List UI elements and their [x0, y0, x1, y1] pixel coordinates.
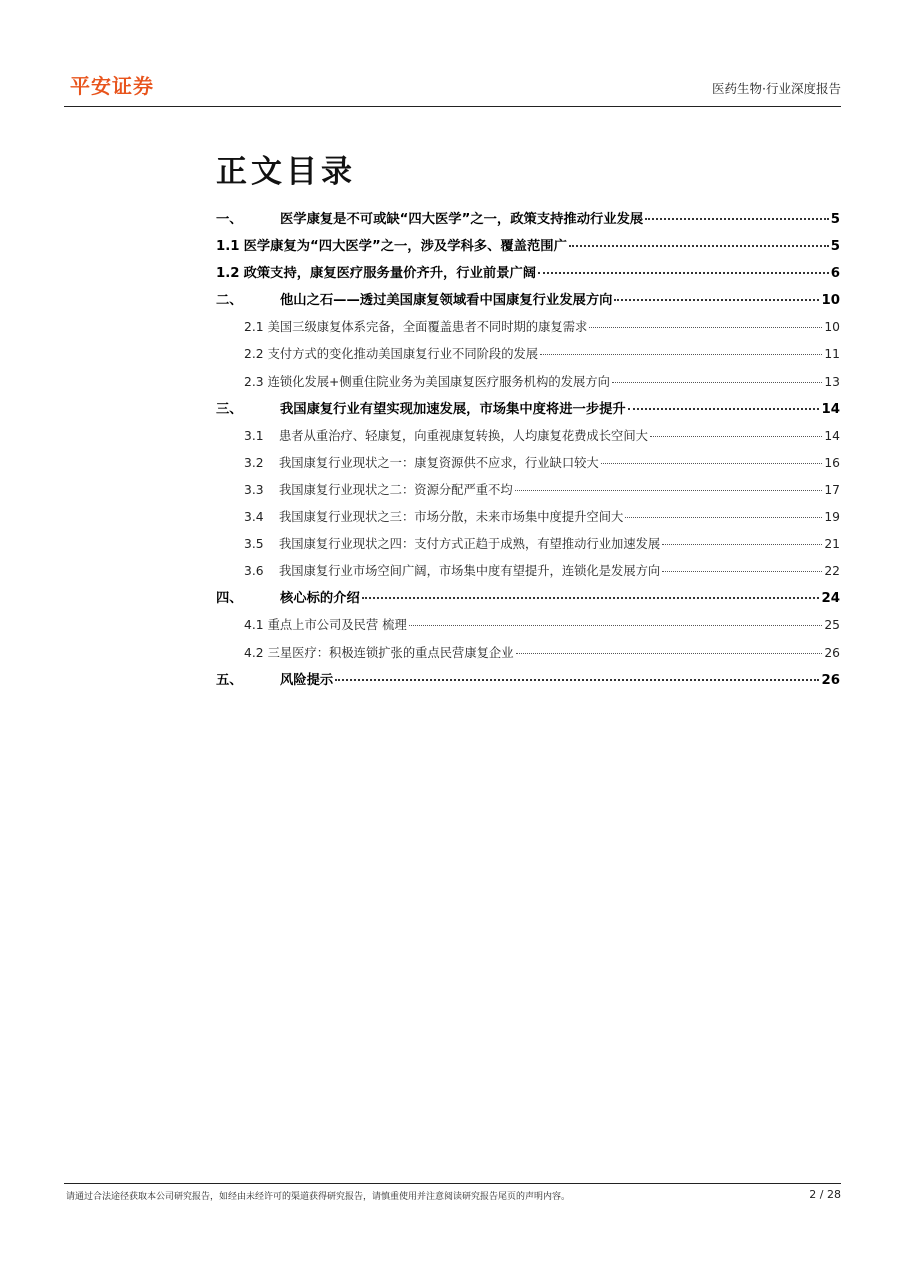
toc-entry-title: 连锁化发展+侧重住院业务为美国康复医疗服务机构的发展方向 — [267, 374, 610, 389]
toc-entry-title: 医学康复是不可或缺“四大医学”之一，政策支持推动行业发展 — [280, 212, 644, 227]
toc-dot-leader — [362, 597, 820, 599]
toc-entry[interactable] — [216, 423, 840, 450]
toc-dot-leader — [515, 490, 823, 491]
toc-entry-page: 25 — [824, 618, 840, 633]
toc-entry-title: 政策支持，康复医疗服务量价齐升，行业前景广阔 — [243, 266, 537, 282]
toc-entry-title: 核心标的介绍 — [280, 591, 360, 607]
toc-dot-leader — [540, 354, 822, 355]
toc-dot-leader — [538, 272, 829, 274]
toc-entry-page: 6 — [830, 266, 840, 282]
toc-entry-number: 二、 — [216, 293, 243, 309]
toc-entry-title: 重点上市公司及民营 梳理 — [267, 618, 407, 633]
toc-entry-number: 4.1 — [244, 618, 264, 633]
toc-entry-number: 1.1 — [216, 239, 240, 255]
toc-entry-page: 22 — [824, 564, 840, 579]
toc-entry-number: 四、 — [216, 591, 243, 607]
toc-entry-number: 3.1 — [244, 428, 264, 443]
toc-title: 正文目录 — [216, 154, 356, 190]
toc-entry-number: 一、 — [216, 212, 243, 227]
toc-entry[interactable] — [216, 531, 840, 558]
toc-dot-leader — [628, 408, 820, 410]
toc-entry[interactable] — [216, 640, 840, 667]
toc-entry[interactable] — [216, 396, 840, 423]
toc-entry-number: 3.3 — [244, 482, 264, 497]
toc-entry-title: 我国康复行业现状之四：支付方式正趋于成熟，有望推动行业加速发展 — [279, 537, 661, 552]
toc-entry-page: 11 — [824, 347, 840, 362]
toc-entry-number: 3.5 — [244, 537, 264, 552]
toc-entry-page: 26 — [824, 645, 840, 660]
toc-entry-title: 风险提示 — [280, 672, 334, 688]
toc-entry-page: 13 — [824, 374, 840, 389]
report-type-label: 医药生物·行业深度报告 — [712, 81, 841, 96]
toc-entry-number: 三、 — [216, 401, 243, 417]
toc-entry[interactable] — [216, 233, 840, 260]
toc-entry-page: 26 — [821, 672, 840, 688]
toc-dot-leader — [650, 436, 822, 437]
toc-entry-number: 3.2 — [244, 455, 264, 470]
toc-entry-number: 1.2 — [216, 266, 240, 282]
toc-dot-leader — [662, 571, 822, 572]
company-logo: 平安证券 — [70, 74, 154, 98]
toc-entry-title: 我国康复行业现状之三：市场分散，未来市场集中度提升空间大 — [279, 510, 624, 525]
toc-entry-number: 2.1 — [244, 320, 264, 335]
toc-entry-title: 支付方式的变化推动美国康复行业不同阶段的发展 — [267, 347, 539, 362]
toc-entry-title: 我国康复行业现状之二：资源分配严重不均 — [279, 482, 513, 497]
toc-dot-leader — [601, 463, 823, 464]
toc-entry-title: 美国三级康复体系完备，全面覆盖患者不同时期的康复需求 — [267, 320, 588, 335]
toc-entry[interactable] — [216, 260, 840, 287]
toc-entry[interactable] — [216, 287, 840, 314]
toc-entry-title: 三星医疗：积极连锁扩张的重点民营康复企业 — [267, 645, 514, 660]
toc-dot-leader — [335, 679, 819, 681]
toc-entry-page: 21 — [824, 537, 840, 552]
toc-entry-title: 我国康复行业现状之一：康复资源供不应求，行业缺口较大 — [279, 455, 599, 470]
header-divider — [64, 106, 841, 107]
toc-dot-leader — [662, 544, 822, 545]
toc-entry[interactable] — [216, 558, 840, 585]
toc-entry[interactable] — [216, 369, 840, 396]
toc-dot-leader — [516, 653, 823, 654]
toc-dot-leader — [625, 517, 822, 518]
toc-dot-leader — [612, 382, 822, 383]
toc-entry-number: 4.2 — [244, 645, 264, 660]
toc-entry-page: 16 — [824, 455, 840, 470]
toc-entry-page: 19 — [824, 510, 840, 525]
toc-entry[interactable] — [216, 667, 840, 694]
toc-entry-page: 10 — [821, 293, 840, 309]
toc-entry-number: 3.6 — [244, 564, 264, 579]
toc-entry-number: 2.2 — [244, 347, 264, 362]
toc-entry-number: 2.3 — [244, 374, 264, 389]
toc-entry-title: 患者从重治疗、轻康复，向重视康复转换，人均康复花费成长空间大 — [279, 428, 648, 443]
footer-disclaimer: 请通过合法途径获取本公司研究报告，如经由未经许可的渠道获得研究报告，请慎重使用并注意阅读研究报告尾页的声明内容。 — [66, 1192, 571, 1202]
toc-entry[interactable] — [216, 450, 840, 477]
page-number: 2 / 28 — [809, 1188, 841, 1201]
toc-dot-leader — [589, 327, 822, 328]
toc-entry[interactable] — [216, 314, 840, 341]
toc-entry-page: 17 — [824, 482, 840, 497]
toc-entry-title: 他山之石——透过美国康复领域看中国康复行业发展方向 — [280, 293, 613, 309]
toc-entry-page: 14 — [824, 428, 840, 443]
toc-entry[interactable] — [216, 477, 840, 504]
toc-dot-leader — [614, 299, 819, 301]
toc-entry-page: 5 — [830, 239, 840, 255]
toc-entry-page: 10 — [824, 320, 840, 335]
toc-dot-leader — [569, 245, 829, 247]
toc-entry[interactable] — [216, 504, 840, 531]
toc-entry-title: 我国康复行业市场空间广阔，市场集中度有望提升，连锁化是发展方向 — [279, 564, 661, 579]
toc-entry-page: 24 — [821, 591, 840, 607]
toc-dot-leader — [409, 625, 823, 626]
toc-entry-number: 3.4 — [244, 510, 264, 525]
toc-entry-number: 五、 — [216, 672, 243, 688]
toc-entry-title: 我国康复行业有望实现加速发展，市场集中度将进一步提升 — [280, 401, 626, 417]
toc-entry-page: 5 — [830, 212, 840, 227]
toc-entry[interactable] — [216, 585, 840, 612]
footer-divider — [64, 1183, 841, 1184]
toc-entry[interactable] — [216, 341, 840, 368]
toc-dot-leader — [645, 218, 829, 220]
toc-entry-title: 医学康复为“四大医学”之一，涉及学科多、覆盖范围广 — [243, 239, 567, 255]
table-of-contents — [216, 206, 840, 694]
toc-entry[interactable] — [216, 206, 840, 233]
toc-entry[interactable] — [216, 612, 840, 639]
toc-entry-page: 14 — [821, 401, 840, 417]
